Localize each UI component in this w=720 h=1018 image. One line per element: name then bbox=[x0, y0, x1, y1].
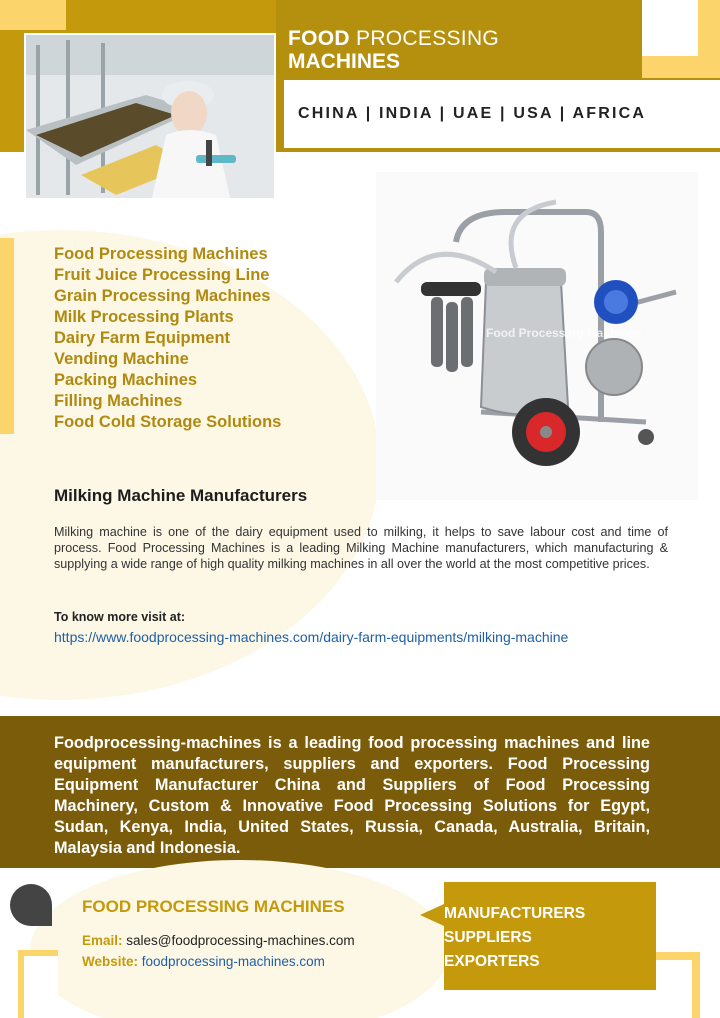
product-item: Grain Processing Machines bbox=[54, 287, 271, 305]
section-description: Milking machine is one of the dairy equipment used to milking, it helps to save labour cost and time of process. Food Processing Machines is a leading Milking Machine manufacturers, which manufacturing & supplying a wide range of high quality milking machines in all over the world at the most competitive prices. bbox=[54, 525, 668, 571]
logo-processing: PROCESSING bbox=[356, 27, 500, 50]
email-link[interactable]: sales@foodprocessing-machines.com bbox=[126, 933, 355, 948]
product-item: Milk Processing Plants bbox=[54, 308, 234, 326]
countries-box bbox=[284, 80, 720, 148]
product-item: Food Processing Machines bbox=[54, 245, 268, 263]
product-item: Packing Machines bbox=[54, 371, 198, 389]
milking-machine-illustration bbox=[376, 172, 698, 500]
brand-logo bbox=[288, 28, 499, 72]
footer-website bbox=[82, 954, 325, 969]
email-label: Email: bbox=[82, 933, 123, 948]
factory-worker-illustration bbox=[26, 35, 276, 200]
tag-item: SUPPLIERS bbox=[444, 929, 532, 946]
product-item: Vending Machine bbox=[54, 350, 189, 368]
tag-list bbox=[444, 902, 585, 974]
section-title: Milking Machine Manufacturers bbox=[54, 486, 308, 505]
header-photo-worker bbox=[24, 33, 276, 200]
milking-machine-image bbox=[376, 172, 698, 500]
tag-item: EXPORTERS bbox=[444, 953, 540, 970]
tag-item: MANUFACTURERS bbox=[444, 905, 586, 922]
website-link[interactable]: foodprocessing-machines.com bbox=[141, 954, 325, 969]
logo-food: FOOD bbox=[288, 27, 350, 50]
product-item: Filling Machines bbox=[54, 392, 183, 410]
tag-pointer bbox=[420, 904, 444, 926]
footer-accent-right-inner bbox=[656, 960, 692, 1018]
quote-icon bbox=[6, 880, 56, 930]
corner-accent-top-right-inner bbox=[642, 0, 698, 56]
visit-label: To know more visit at: bbox=[54, 610, 186, 624]
footer-email bbox=[82, 933, 355, 948]
about-text: Foodprocessing-machines is a leading food processing machines and line equipment manufacturers, suppliers and exporters. Food Processing Equipment Manufacturer China and Suppliers of Food Processing Machinery, Custom & Innovative Food Processing Solutions for Egypt, Sudan, Kenya, India, United States, Russia, Canada, Australia, Britain, Malaysia and Indonesia. bbox=[54, 734, 650, 857]
product-list bbox=[54, 244, 281, 433]
footer-title: FOOD PROCESSING MACHINES bbox=[82, 897, 345, 916]
left-accent-bar bbox=[0, 238, 14, 434]
footer-accent-left-inner bbox=[24, 956, 58, 1018]
website-label: Website: bbox=[82, 954, 139, 969]
visit-link[interactable]: https://www.foodprocessing-machines.com/dairy-farm-equipments/milking-machine bbox=[54, 629, 569, 645]
product-item: Food Cold Storage Solutions bbox=[54, 413, 282, 431]
product-item: Fruit Juice Processing Line bbox=[54, 266, 270, 284]
logo-line-1 bbox=[288, 28, 499, 49]
machine-watermark: Food Processing Machines bbox=[486, 326, 642, 340]
product-item: Dairy Farm Equipment bbox=[54, 329, 231, 347]
countries-list: CHINA | INDIA | UAE | USA | AFRICA bbox=[298, 105, 647, 122]
logo-machines: MACHINES bbox=[288, 50, 401, 73]
corner-accent-top-left bbox=[0, 0, 66, 30]
